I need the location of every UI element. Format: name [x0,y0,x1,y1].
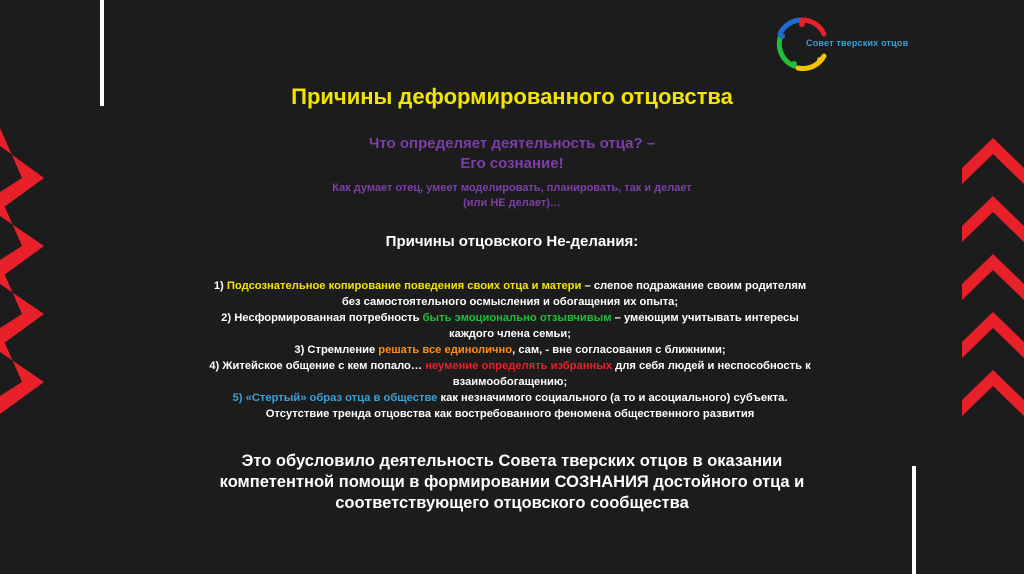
left-chevron-3 [0,264,44,346]
conclusion [120,451,904,514]
question-line-4: (или НЕ делает)… [463,197,561,209]
list-item: 4) Житейское общение с кем попало… неумение определять избранных для себя людей и неспособность к [209,360,811,372]
conclusion-line-1: Это обусловило деятельность Совета тверских отцов в оказании [241,452,783,470]
list-item: 5) «Стертый» образ отца в обществе как незначимого социального (а то и асоциального) субъекта. [232,392,788,404]
question-block [0,134,1024,174]
right-chevron-decoration [962,128,1024,458]
list-item-continuation: каждого члена семьи; [449,328,571,340]
list-item: 3) Стремление решать все единолично, сам, - вне согласования с ближними; [294,344,726,356]
subheading: Причины отцовского Не-делания: [385,233,639,250]
question-line-2: Его сознание! [460,155,564,172]
highlight-text: «Стертый» образ отца в обществе [245,392,438,404]
highlight-text: решать все единолично [378,344,513,356]
reasons-list [110,278,910,422]
list-item-continuation: Отсутствие тренда отцовства как востребованного феномена общественного развития [265,408,755,420]
list-item-continuation: взаимообогащению; [452,376,568,388]
highlight-text: Подсознательное копирование поведения своих отца и матери [226,280,582,292]
list-item: 1) Подсознательное копирование поведения своих отца и матери – слепое подражание своим родителям [213,280,807,292]
conclusion-line-3: соответствующего отцовского сообщества [335,494,689,512]
left-chevron-4 [0,332,44,414]
left-chevron-decoration [0,128,56,448]
conclusion-line-2: компетентной помощи в формировании СОЗНАНИЯ достойного отца и [219,473,805,491]
page-title: Причины деформированного отцовства [291,84,733,109]
right-chevron-4 [962,312,1024,358]
question-detail [0,181,1024,211]
logo [772,14,922,74]
question-line-1: Что определяет деятельность отца? – [368,135,656,152]
logo-name: Совет тверских отцов [806,38,909,48]
question-line-3: Как думает отец, умеет моделировать, планировать, так и делает [332,182,692,194]
list-item-continuation: без самостоятельного осмысления и обогащения их опыта; [341,296,679,308]
bottom-right-vertical-line [912,466,916,574]
highlight-text: быть эмоционально отзывчивым [422,312,612,324]
right-chevron-5 [962,370,1024,416]
list-item: 2) Несформированная потребность быть эмоционально отзывчивым – умеющим учитывать интересы [221,312,799,324]
highlight-text: неумение определять избранных [425,360,613,372]
right-chevron-3 [962,254,1024,300]
